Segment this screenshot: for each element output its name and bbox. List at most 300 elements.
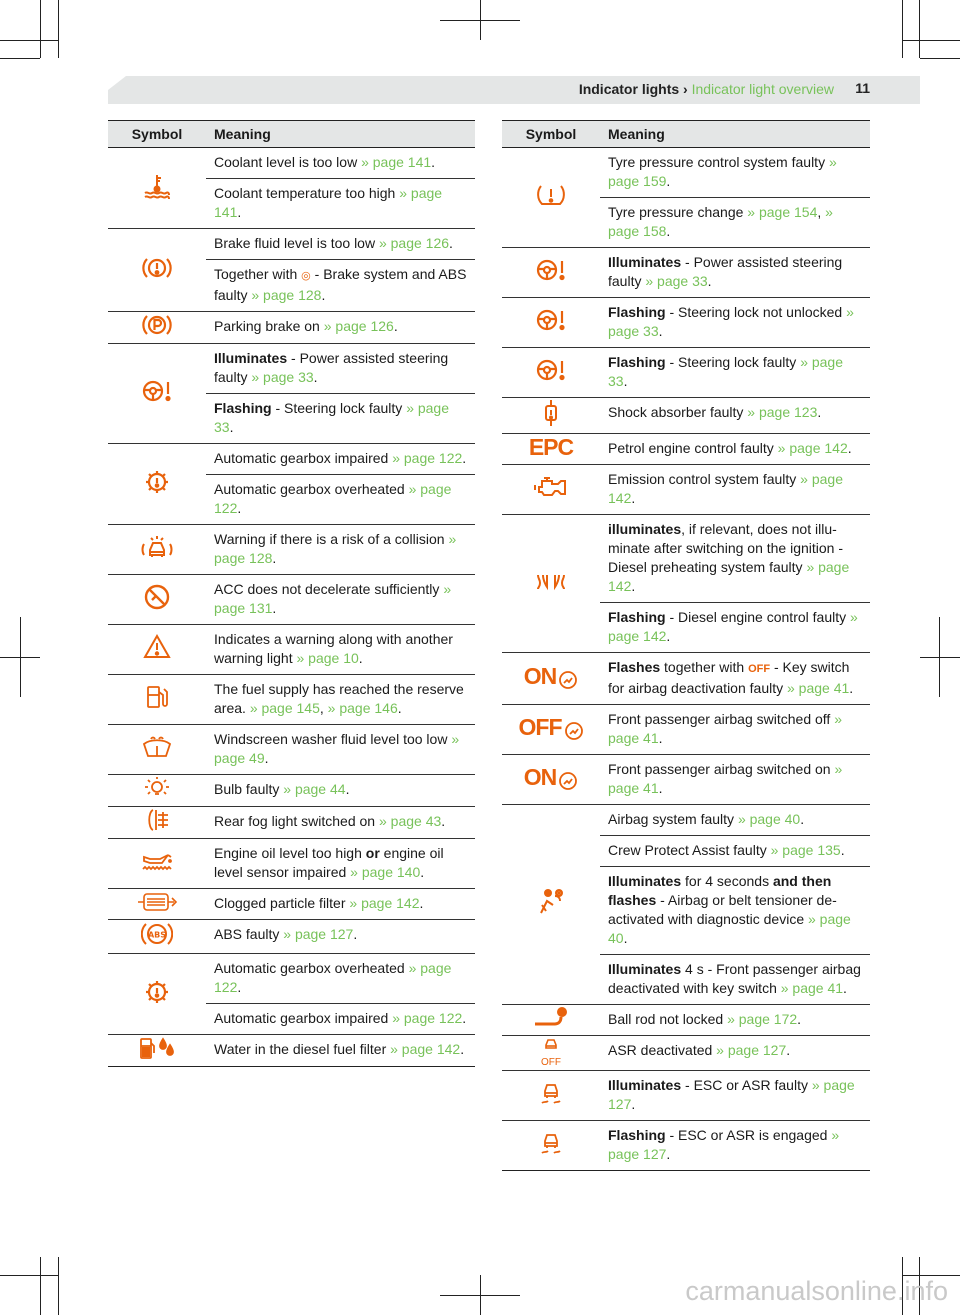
symbol-cell (502, 1005, 600, 1036)
meaning-cell (206, 444, 475, 475)
meaning-text: Clogged particle filter (214, 895, 350, 911)
meaning-text: . (666, 223, 671, 239)
meaning-text: 4 s - Front passenger airbag deactivated with key switch (608, 961, 861, 996)
page-reference-link[interactable]: » page 140 (350, 864, 421, 880)
meaning-text: . (313, 369, 318, 385)
airbag-on-icon: ON (524, 768, 579, 791)
collision-warning-icon (140, 534, 174, 560)
meaning-text: . (397, 700, 402, 716)
meaning-cell (206, 775, 475, 807)
symbol-cell (108, 625, 206, 675)
meaning-text: . (345, 781, 350, 797)
rear-fog-light-icon (143, 807, 171, 833)
meaning-text: . (420, 864, 425, 880)
table-row (108, 148, 475, 179)
tow-bar-icon (533, 1007, 569, 1029)
symbol-cell (502, 148, 600, 248)
table-header-row (108, 121, 475, 148)
meaning-text: . (786, 1042, 791, 1058)
table-row (502, 248, 870, 298)
table-row (108, 444, 475, 475)
meaning-text: . (707, 273, 712, 289)
meaning-text: - Steering lock faulty (271, 400, 407, 416)
symbol-cell (108, 775, 206, 807)
meaning-text: Emission control system faulty (608, 471, 801, 487)
page-reference-link[interactable]: » page 33 (214, 400, 450, 435)
fuel-reserve-icon (145, 684, 169, 710)
symbol-cell (108, 148, 206, 229)
meaning-cell (600, 1071, 870, 1121)
meaning-cell (206, 475, 475, 525)
symbol-cell (502, 515, 600, 653)
page-reference-link[interactable]: » page 40 (608, 911, 851, 946)
water-in-fuel-icon (138, 1035, 176, 1061)
meaning-text: Tyre pressure control system faulty (608, 154, 829, 170)
meaning-cell (600, 298, 870, 348)
table-row (108, 889, 475, 920)
meaning-text: - Brake system and ABS faulty (214, 266, 467, 303)
meaning-text: Flashes (608, 659, 661, 675)
meaning-text: . (666, 173, 671, 189)
meaning-text: , (319, 700, 328, 716)
meaning-text: . (272, 600, 277, 616)
meaning-text: . (431, 154, 436, 170)
symbol-cell (502, 755, 600, 805)
watermark: carmanualsonline.info (685, 1276, 948, 1306)
gearbox-icon (144, 979, 170, 1005)
table-row (502, 465, 870, 515)
page-reference-link[interactable]: » page 142 (608, 609, 858, 644)
page-reference-link[interactable]: » page 43 (378, 813, 442, 829)
meaning-cell (206, 675, 475, 725)
meaning-text: illuminates (608, 521, 682, 537)
meaning-text: Front passenger airbag switched off (608, 711, 835, 727)
meaning-cell (206, 889, 475, 920)
symbol-cell (108, 444, 206, 525)
meaning-text: . (800, 811, 805, 827)
airbag-on-icon: ON (524, 667, 579, 690)
meaning-text: - Steering lock faulty (665, 354, 801, 370)
header-subsection: Indicator light overview (691, 81, 834, 97)
symbol-cell (502, 298, 600, 348)
airbag-fault-icon (536, 887, 566, 917)
symbol-cell (502, 1036, 600, 1071)
symbol-cell (108, 229, 206, 312)
meaning-text: . (666, 628, 671, 644)
meaning-text: Rear fog light switched on (214, 813, 379, 829)
meaning-text: . (449, 235, 453, 251)
meaning-text: Airbag system faulty (608, 811, 738, 827)
parking-brake-icon (142, 312, 172, 338)
table-row (108, 229, 475, 260)
meaning-cell (600, 198, 870, 248)
table-row (502, 398, 870, 434)
symbol-cell (108, 889, 206, 920)
meaning-cell (206, 625, 475, 675)
page-reference-link[interactable]: » page 44 (283, 781, 346, 797)
meaning-text: Flashing (608, 354, 666, 370)
table-row (502, 298, 870, 348)
particle-filter-icon (136, 891, 178, 913)
symbol-cell (108, 575, 206, 625)
meaning-text: . (460, 1041, 465, 1057)
meaning-text: - Power assisted steering faulty (214, 350, 449, 385)
meaning-cell (600, 148, 870, 198)
coolant-icon (143, 173, 171, 199)
page-reference-link[interactable]: » page 126 (378, 235, 450, 251)
page-reference-link[interactable]: » page 122 (392, 450, 463, 466)
page-reference-link[interactable]: » page 142 (390, 1041, 461, 1057)
page-reference-link[interactable]: » page 33 (608, 354, 844, 389)
page-reference-link[interactable]: » page 142 (608, 471, 843, 506)
meaning-text: . (817, 404, 822, 420)
meaning-text: . (462, 450, 467, 466)
running-header (579, 81, 834, 97)
meaning-text: . (358, 650, 363, 666)
meaning-cell (206, 807, 475, 839)
meaning-text: . (321, 287, 326, 303)
meaning-text: Engine oil level too high (214, 845, 366, 861)
meaning-text: Illuminates (608, 873, 682, 889)
meaning-cell (600, 805, 870, 836)
meaning-cell (600, 248, 870, 298)
page-reference-link[interactable]: » page 127 (608, 1077, 855, 1112)
meaning-text: . (462, 1010, 467, 1026)
washer-fluid-icon (141, 735, 173, 759)
meaning-cell (600, 836, 870, 867)
meaning-text: . (353, 926, 358, 942)
oil-level-icon (140, 849, 174, 873)
meaning-text: . (849, 680, 854, 696)
meaning-text: - Power assisted steering faulty (608, 254, 843, 289)
meaning-text: Bulb faulty (214, 781, 284, 797)
meaning-text: Illuminates (214, 350, 288, 366)
tyre-pressure-icon (535, 182, 567, 208)
steering-warning-icon (141, 379, 173, 403)
table-row (502, 1071, 870, 1121)
meaning-text: . (658, 730, 663, 746)
meaning-cell (600, 465, 870, 515)
meaning-text: ASR deactivated (608, 1042, 717, 1058)
page-reference-link[interactable]: » page 154 (747, 204, 818, 220)
meaning-text: Parking brake on (214, 318, 324, 334)
table-row (502, 434, 870, 465)
symbol-cell (502, 805, 600, 1005)
page-reference-link[interactable]: » page 172 (727, 1011, 798, 1027)
table-row (502, 148, 870, 198)
symbol-column-header: Symbol (108, 121, 206, 148)
meaning-text: - ESC or ASR faulty (681, 1077, 812, 1093)
page-reference-link[interactable]: » page 41 (787, 680, 850, 696)
brake-warning-icon (142, 255, 172, 281)
meaning-cell (206, 575, 475, 625)
table-row (108, 775, 475, 807)
meaning-text: Flashing (608, 1127, 666, 1143)
symbol-cell (108, 920, 206, 954)
meaning-text: . (393, 318, 398, 334)
meaning-cell (600, 434, 870, 465)
symbol-cell (502, 248, 600, 298)
table-row (108, 954, 475, 1004)
meaning-text: Warning if there is a risk of a collision (214, 531, 449, 547)
page-reference-link[interactable]: » page 126 (323, 318, 394, 334)
page-reference-link[interactable]: » page 122 (214, 960, 452, 995)
table-row (502, 1036, 870, 1071)
meaning-text: together with (660, 659, 749, 675)
page-reference-link[interactable]: » page 142 (777, 440, 848, 456)
shock-absorber-icon (543, 398, 559, 428)
page-reference-link[interactable]: » page 33 (645, 273, 708, 289)
symbol-cell (108, 807, 206, 839)
abs-small-icon: ◎ (301, 270, 311, 282)
meaning-text: . (441, 813, 446, 829)
meaning-text: Automatic gearbox impaired (214, 450, 393, 466)
page-reference-link[interactable]: » page 142 (349, 895, 420, 911)
table-row (502, 1121, 870, 1171)
meaning-text: Automatic gearbox impaired (214, 1010, 393, 1026)
meaning-text: The fuel supply has reached the reserve area. (214, 681, 464, 716)
page-reference-link[interactable]: » page 122 (392, 1010, 463, 1026)
symbol-cell (502, 434, 600, 465)
symbol-cell (108, 1035, 206, 1067)
meaning-cell (206, 525, 475, 575)
meaning-text: engine oil level sensor impaired (214, 845, 444, 880)
header-section: Indicator lights › (578, 81, 688, 97)
meaning-text: . (631, 578, 636, 594)
meaning-text: Brake fluid level is too low (214, 235, 379, 251)
meaning-text: Illuminates (608, 254, 682, 270)
meaning-column-header: Meaning (600, 121, 870, 148)
meaning-text: Flashing (608, 609, 666, 625)
epc-text-icon: EPC (528, 434, 574, 460)
symbol-cell (108, 954, 206, 1035)
table-row (502, 348, 870, 398)
page-reference-link[interactable]: » page 159 (608, 154, 837, 189)
table-row (502, 1005, 870, 1036)
table-row (502, 515, 870, 603)
table-row (502, 755, 870, 805)
page-reference-link[interactable]: » page 10 (296, 650, 359, 666)
meaning-text: Indicates a warning along with another warning light (214, 631, 453, 666)
symbol-cell (502, 465, 600, 515)
meaning-cell (206, 394, 475, 444)
meaning-text: , (817, 204, 826, 220)
page-reference-link[interactable]: » page 41 (608, 711, 842, 746)
steering-warning-icon (535, 308, 567, 332)
meaning-text: Automatic gearbox overheated (214, 960, 409, 976)
meaning-text: . (623, 373, 628, 389)
meaning-text: . (272, 550, 277, 566)
symbol-cell (108, 725, 206, 775)
meaning-text: or (365, 845, 380, 861)
symbol-cell (502, 705, 600, 755)
table-row (108, 312, 475, 344)
meaning-cell (600, 348, 870, 398)
meaning-text: . (631, 1096, 636, 1112)
meaning-text: . (658, 323, 663, 339)
warning-triangle-icon (143, 634, 171, 660)
meaning-cell (600, 867, 870, 955)
table-row (502, 705, 870, 755)
meaning-text: Shock absorber faulty (608, 404, 748, 420)
meaning-cell (600, 1121, 870, 1171)
airbag-off-small-icon: OFF (748, 663, 771, 675)
meaning-text: for 4 seconds (681, 873, 773, 889)
meaning-text: , if relevant, does not illuminate after switching on the ignition - Diesel preheating system faulty (608, 521, 844, 575)
table-header-row (502, 121, 870, 148)
glow-plug-icon (534, 571, 568, 591)
right-indicator-table (502, 120, 870, 1171)
meaning-text: Illuminates (608, 961, 682, 977)
meaning-text: Water in the diesel fuel filter (214, 1041, 391, 1057)
page-reference-link[interactable]: » page 128 (251, 287, 322, 303)
page-reference-link[interactable]: » page 127 (716, 1042, 787, 1058)
table-row (108, 525, 475, 575)
page-reference-link[interactable]: » page 127 (608, 1127, 840, 1162)
symbol-cell (502, 398, 600, 434)
left-indicator-table (108, 120, 475, 1067)
airbag-off-icon: OFF (519, 718, 584, 741)
meaning-text: Windscreen washer fluid level too low (214, 731, 452, 747)
meaning-cell (600, 603, 870, 653)
meaning-text: . (840, 842, 845, 858)
meaning-text: ACC does not decelerate sufficiently (214, 581, 444, 597)
steering-warning-icon (535, 258, 567, 282)
meaning-cell (600, 1005, 870, 1036)
meaning-cell (206, 954, 475, 1004)
asr-off-icon: OFF (537, 1036, 565, 1068)
symbol-cell (502, 653, 600, 705)
page-reference-link[interactable]: » page 33 (251, 369, 314, 385)
meaning-text: . (847, 440, 852, 456)
symbol-cell (108, 525, 206, 575)
meaning-cell (206, 148, 475, 179)
engine-emission-icon (533, 475, 569, 499)
page-reference-link[interactable]: » page 41 (608, 761, 843, 796)
symbol-cell (502, 348, 600, 398)
meaning-cell (206, 179, 475, 229)
meaning-text: Crew Protect Assist faulty (608, 842, 771, 858)
table-row (108, 575, 475, 625)
symbol-cell (108, 675, 206, 725)
gearbox-icon (144, 469, 170, 495)
esc-icon (537, 1079, 565, 1107)
meaning-text: - ESC or ASR is engaged (665, 1127, 832, 1143)
meaning-column-header: Meaning (206, 121, 475, 148)
page-reference-link[interactable]: » page 33 (608, 304, 854, 339)
meaning-cell (206, 1004, 475, 1035)
table-row (108, 807, 475, 839)
meaning-text: . (658, 780, 663, 796)
meaning-cell (206, 920, 475, 954)
meaning-cell (600, 1036, 870, 1071)
meaning-text: - Airbag or belt tensioner deactivated with diagnostic device (608, 892, 837, 927)
meaning-text: Automatic gearbox overheated (214, 481, 409, 497)
symbol-cell (108, 839, 206, 889)
meaning-cell (206, 1035, 475, 1067)
meaning-text: Petrol engine control faulty (608, 440, 778, 456)
meaning-cell (206, 839, 475, 889)
meaning-text: . (797, 1011, 802, 1027)
meaning-cell (600, 755, 870, 805)
table-row (108, 675, 475, 725)
page-reference-link[interactable]: » page 49 (214, 731, 460, 766)
meaning-text: Flashing (608, 304, 666, 320)
table-row (502, 805, 870, 836)
meaning-text: . (623, 930, 628, 946)
meaning-cell (600, 398, 870, 434)
meaning-text: . (666, 1146, 671, 1162)
page-reference-link[interactable]: » page 142 (608, 559, 850, 594)
page-reference-link[interactable]: » page 122 (214, 481, 452, 516)
page-reference-link[interactable]: » page 141 (361, 154, 432, 170)
page-reference-link[interactable]: » page 127 (283, 926, 354, 942)
page-number: 11 (855, 80, 870, 96)
table-row (502, 653, 870, 705)
meaning-cell (206, 229, 475, 260)
meaning-cell (206, 260, 475, 312)
meaning-text: Together with (214, 266, 302, 282)
page-reference-link[interactable]: » page 135 (770, 842, 841, 858)
meaning-text: Flashing (214, 400, 272, 416)
meaning-cell (206, 344, 475, 394)
symbol-column-header: Symbol (502, 121, 600, 148)
symbol-cell (502, 1071, 600, 1121)
page-reference-link[interactable]: » page 158 (608, 204, 833, 239)
meaning-text: Front passenger airbag switched on (608, 761, 835, 777)
meaning-cell (600, 653, 870, 705)
meaning-text: - Key switch for airbag deactivation faulty (608, 659, 850, 696)
esc-icon (537, 1129, 565, 1157)
meaning-text: . (631, 490, 636, 506)
page-reference-link[interactable]: » page 146 (327, 700, 398, 716)
meaning-cell (600, 955, 870, 1005)
symbol-cell (108, 312, 206, 344)
page-reference-link[interactable]: » page 128 (214, 531, 457, 566)
page-reference-link[interactable]: » page 123 (747, 404, 818, 420)
meaning-text: Tyre pressure change (608, 204, 748, 220)
meaning-cell (206, 312, 475, 344)
table-row (108, 344, 475, 394)
page-reference-link[interactable]: » page 145 (249, 700, 320, 716)
table-row (108, 1035, 475, 1067)
page-reference-link[interactable]: » page 141 (214, 185, 443, 220)
meaning-text: Coolant level is too low (214, 154, 362, 170)
meaning-text: Illuminates (608, 1077, 682, 1093)
meaning-cell (600, 515, 870, 603)
meaning-text: Coolant temperature too high (214, 185, 400, 201)
meaning-text: ABS faulty (214, 926, 284, 942)
meaning-text: . (419, 895, 424, 911)
table-row (108, 725, 475, 775)
meaning-text: . (843, 980, 847, 996)
table-row (108, 920, 475, 954)
meaning-text: - Steering lock not unlocked (665, 304, 847, 320)
meaning-text: - Diesel engine control faulty (665, 609, 850, 625)
table-row (108, 625, 475, 675)
meaning-text: . (229, 419, 234, 435)
symbol-cell (108, 344, 206, 444)
acc-fault-icon (142, 583, 172, 611)
page-reference-link[interactable]: » page 41 (780, 980, 844, 996)
page-reference-link[interactable]: » page 131 (214, 581, 452, 616)
steering-warning-icon (535, 358, 567, 382)
meaning-cell (600, 705, 870, 755)
meaning-text: and then flashes (608, 873, 832, 908)
symbol-cell (502, 1121, 600, 1171)
meaning-text: . (237, 500, 242, 516)
page-reference-link[interactable]: » page 40 (737, 811, 801, 827)
